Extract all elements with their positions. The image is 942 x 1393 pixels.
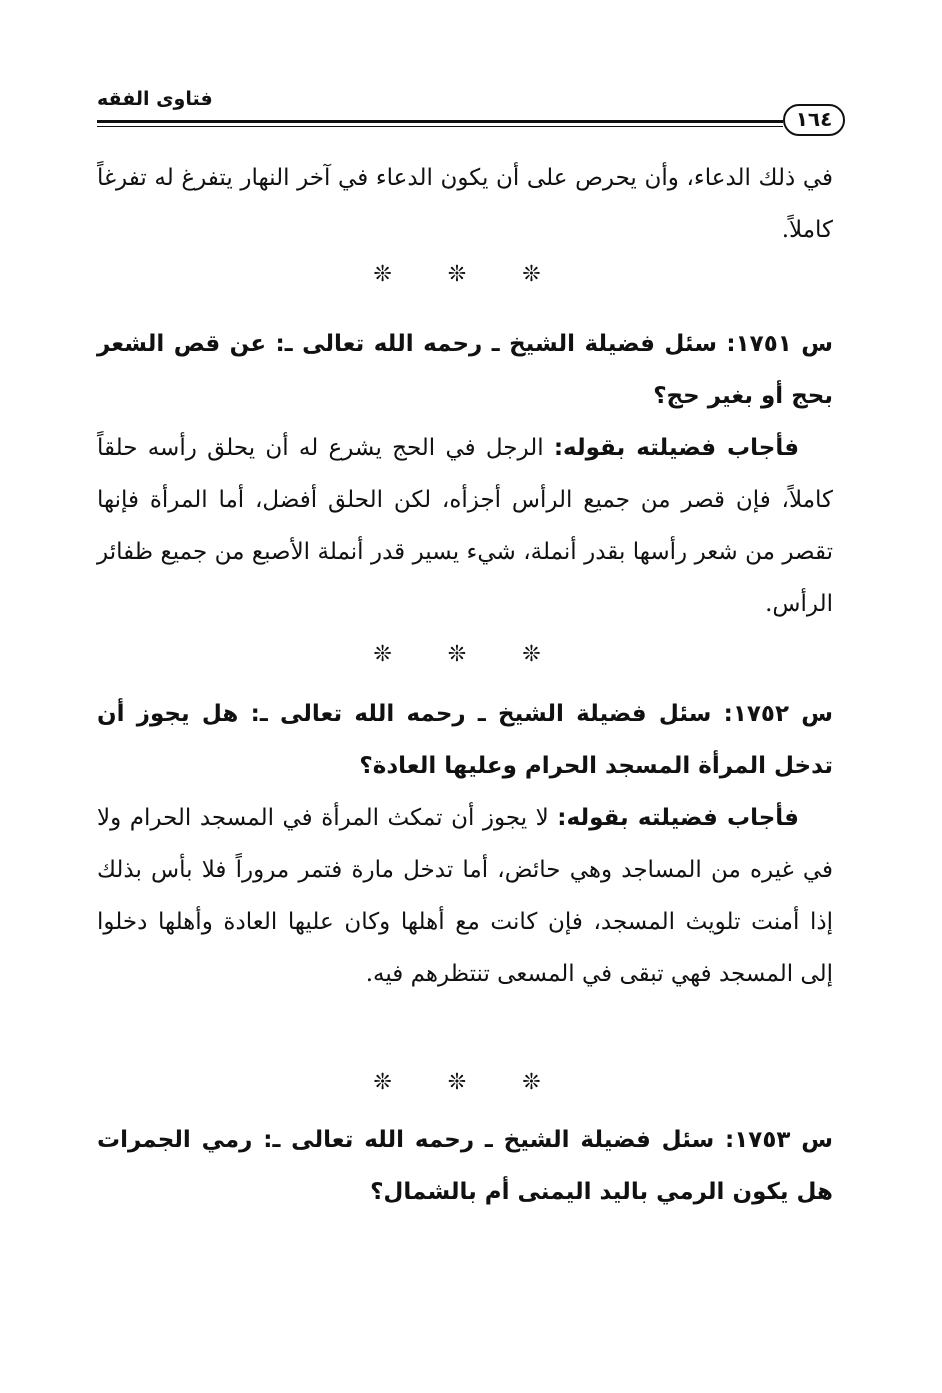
question-text (97, 688, 833, 792)
question-label: س ١٧٥٣: سئل فضيلة الشيخ ـ رحمه الله تعالى ـ: (263, 1127, 833, 1153)
question-label: س ١٧٥٢: سئل فضيلة الشيخ ـ رحمه الله تعالى ـ: (250, 701, 833, 727)
section-separator (0, 262, 942, 287)
separator-star-icon: ❊ (447, 1070, 495, 1095)
answer-lead: فأجاب فضيلته بقوله: (557, 805, 799, 831)
page-header (97, 88, 845, 132)
separator-star-icon: ❊ (373, 642, 420, 667)
answer-text (97, 422, 833, 630)
header-rule (97, 120, 783, 123)
question-label: س ١٧٥١: سئل فضيلة الشيخ ـ رحمه الله تعالى ـ: (275, 331, 834, 357)
question-text (97, 1114, 833, 1218)
page-number: ١٦٤ (783, 104, 845, 136)
answer-lead: فأجاب فضيلته بقوله: (553, 435, 800, 461)
separator-star-icon: ❊ (522, 262, 569, 287)
question-body: هل يجوز أن تدخل المرأة المسجد الحرام وعليها العادة؟ (97, 701, 833, 779)
answer-body: الرجل في الحج يشرع له أن يحلق رأسه حلقاً كاملاً، فإن قصر من جميع الرأس أجزأه، لكن الحلق أفضل، أما المرأة فإنها تقصر من شعر رأسها بقدر أنملة، شيء يسير قدر أنملة الأصبع من جميع ظفائر الرأس. (97, 435, 833, 617)
section-separator (0, 642, 942, 667)
header-rule-thin (97, 126, 783, 127)
section-separator (0, 1070, 942, 1095)
separator-star-icon: ❊ (522, 1070, 569, 1095)
separator-star-icon: ❊ (373, 262, 420, 287)
question-body: عن قص الشعر بحج أو بغير حج؟ (97, 331, 833, 409)
question-body: رمي الجمرات هل يكون الرمي باليد اليمنى أم بالشمال؟ (97, 1127, 833, 1205)
question-1751 (97, 318, 833, 422)
answer-body: لا يجوز أن تمكث المرأة في المسجد الحرام ولا في غيره من المساجد وهي حائض، أما تدخل مارة فتمر مروراً فلا بأس بذلك إذا أمنت تلويث المسجد، فإن كانت مع أهلها وكان عليها العادة وأهلها دخلوا إلى المسجد فهي تبقى في المسعى تنتظرهم فيه. (97, 805, 833, 987)
separator-star-icon: ❊ (522, 642, 569, 667)
answer-1752 (97, 792, 833, 1000)
separator-star-icon: ❊ (373, 1070, 420, 1095)
running-title: فتاوى الفقه (97, 88, 213, 110)
continuation-paragraph (97, 152, 833, 256)
answer-text (97, 792, 833, 1000)
separator-star-icon: ❊ (447, 262, 495, 287)
paragraph-text: في ذلك الدعاء، وأن يحرص على أن يكون الدعاء في آخر النهار يتفرغ له تفرغاً كاملاً. (97, 165, 833, 243)
question-1752 (97, 688, 833, 792)
question-text (97, 318, 833, 422)
separator-star-icon: ❊ (447, 642, 495, 667)
question-1753 (97, 1114, 833, 1218)
answer-1751 (97, 422, 833, 630)
